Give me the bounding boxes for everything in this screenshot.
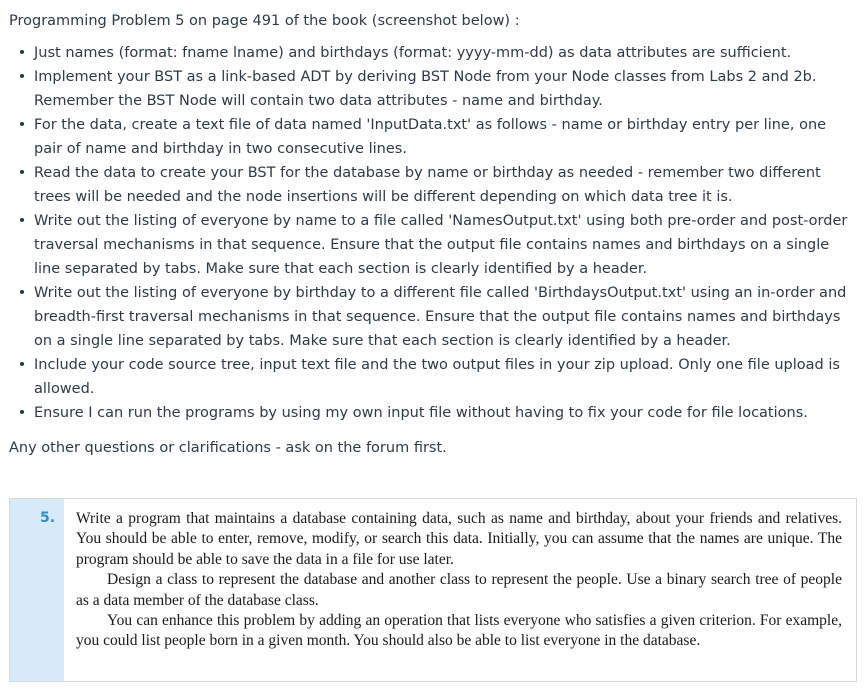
book-sidebar	[10, 499, 64, 681]
list-item-text: Implement your BST as a link-based ADT by deriving BST Node from your Node classes from Labs 2 and 2b. Remember the BST Node will contain two data attributes - name and birthday.	[34, 69, 817, 109]
bullet-icon: •	[17, 117, 27, 133]
list-item	[14, 209, 850, 281]
problem-number: 5.	[40, 510, 56, 526]
closing-note: Any other questions or clarifications - ask on the forum first.	[9, 440, 447, 456]
list-item-text: For the data, create a text file of data named 'InputData.txt' as follows - name or birthday entry per line, one pair of name and birthday in two consecutive lines.	[34, 117, 827, 157]
list-item-text: Just names (format: fname lname) and birthdays (format: yyyy-mm-dd) as data attributes are sufficient.	[34, 45, 792, 61]
bullet-icon: •	[17, 45, 27, 61]
book-paragraph: Write a program that maintains a database containing data, such as name and birthday, about your friends and relatives. You should be able to enter, remove, modify, or search this data. Initially, you can assume that the names are unique. The program should be able to save the data in a file for use later.	[76, 510, 842, 568]
list-item	[14, 65, 850, 113]
list-item	[14, 113, 850, 161]
list-item-text: Include your code source tree, input text file and the two output files in your zip upload. Only one file upload is allowed.	[34, 357, 840, 397]
list-item	[14, 161, 850, 209]
book-paragraph: You can enhance this problem by adding an operation that lists everyone who satisfies a given criterion. For example, you could list people born in a given month. You should also be able to list everyone in the database.	[76, 612, 842, 650]
bullet-icon: •	[17, 165, 27, 181]
list-item	[14, 281, 850, 353]
list-item-text: Read the data to create your BST for the database by name or birthday as needed - remember two different trees will be needed and the node insertions will be different depending on which data tree it is.	[34, 165, 821, 205]
list-item	[14, 353, 850, 401]
list-item	[14, 401, 850, 425]
book-paragraph: Design a class to represent the database and another class to represent the people. Use a binary search tree of people as a data member of the database class.	[76, 571, 842, 609]
bullet-icon: •	[17, 285, 27, 301]
book-excerpt-text	[76, 509, 842, 652]
intro-text: Programming Problem 5 on page 491 of the book (screenshot below) :	[9, 13, 520, 29]
list-item-text: Ensure I can run the programs by using my own input file without having to fix your code for file locations.	[34, 405, 808, 421]
book-excerpt-screenshot	[9, 498, 857, 682]
list-item-text: Write out the listing of everyone by birthday to a different file called 'BirthdaysOutput.txt' using an in-order and breadth-first traversal mechanisms in that sequence. Ensure that the output file contains names and birthdays on a single line separated by tabs. Make sure that each section is clearly identified by a header.	[34, 285, 847, 349]
bullet-icon: •	[17, 357, 27, 373]
requirements-list	[14, 41, 850, 425]
bullet-icon: •	[17, 405, 27, 421]
bullet-icon: •	[17, 213, 27, 229]
bullet-icon: •	[17, 69, 27, 85]
list-item-text: Write out the listing of everyone by name to a file called 'NamesOutput.txt' using both pre-order and post-order traversal mechanisms in that sequence. Ensure that the output file contains names and birthdays on a single line separated by tabs. Make sure that each section is clearly identified by a header.	[34, 213, 848, 277]
list-item	[14, 41, 850, 65]
